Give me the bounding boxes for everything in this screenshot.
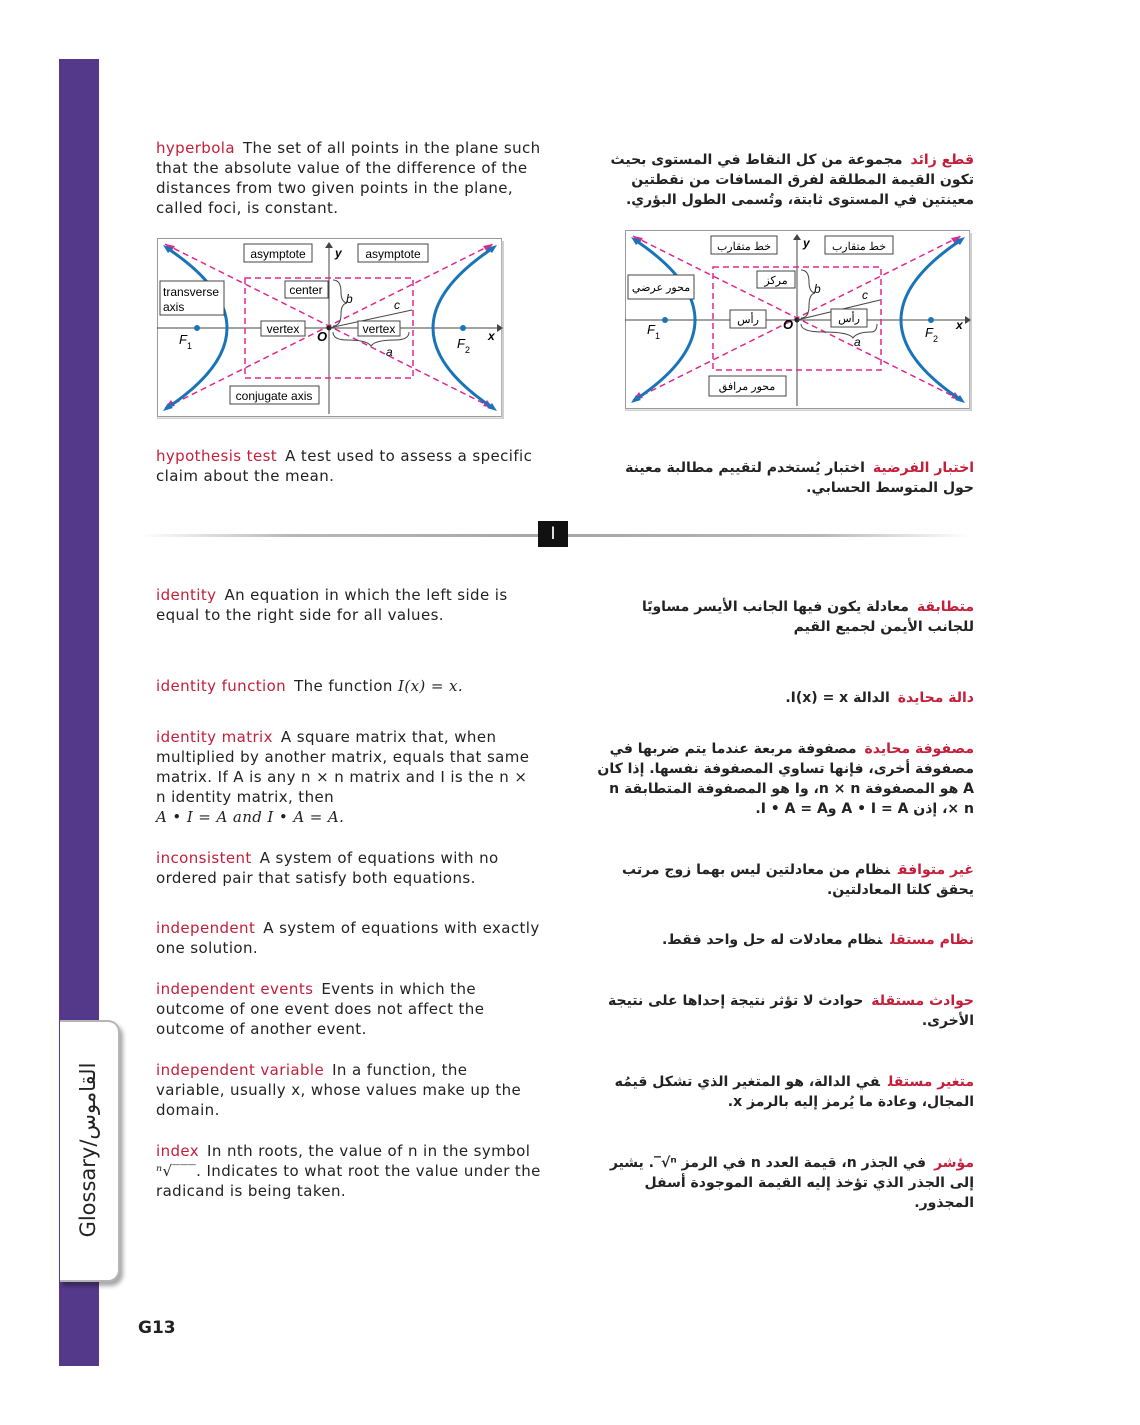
- label-vertex-left-ar: رأس: [737, 314, 759, 326]
- definition: The set of all points in the plane such that the absolute value of the difference of the distances from two given points in the plane, called foci, is constant.: [156, 139, 541, 217]
- definition-math: A • I = A and I • A = A.: [156, 808, 345, 826]
- definition-ar: معادلة يكون فيها الجانب الأيسر مساويًا للجانب الأيمن لجميع القيم: [641, 599, 974, 635]
- section-letter: I: [538, 521, 568, 547]
- term-label-ar: مصفوفة محايدة: [864, 741, 974, 757]
- label-asymptote-left-ar: خط متقارب: [716, 241, 772, 253]
- label-asymptote-right-ar: خط متقارب: [831, 241, 887, 253]
- entry-hyperbola: [156, 138, 541, 218]
- label-f2-sub: 2: [465, 345, 471, 355]
- entry-ar-identity: [594, 597, 974, 637]
- entry-ar-identity-function: [594, 688, 974, 708]
- term-label: independent variable: [156, 1061, 325, 1079]
- label-a-ar: a: [854, 335, 861, 349]
- definition-ar: مجموعة من كل النقاط في المستوى بحيث تكون القيمة المطلقة لفرق المسافات من نقطتين معينتين في المستوى ثابتة، وتُسمى الطول البؤري.: [610, 152, 974, 208]
- entry-ar-independent-variable: [594, 1072, 974, 1112]
- label-vertex-right-ar: رأس: [838, 313, 860, 325]
- term-label: hypothesis test: [156, 447, 278, 465]
- definition: An equation in which the left side is equal to the right side for all values.: [156, 586, 508, 624]
- entry-ar-inconsistent: [594, 860, 974, 900]
- label-f1: F: [179, 332, 187, 347]
- entry-inconsistent: [156, 848, 541, 888]
- label-f2-ar: F: [925, 325, 933, 340]
- term-label: index: [156, 1142, 200, 1160]
- label-a: a: [386, 345, 393, 359]
- label-c: c: [394, 298, 400, 312]
- label-y-axis-ar: y: [803, 236, 810, 250]
- label-c-ar: c: [862, 288, 868, 302]
- entry-ar-independent: [594, 930, 974, 950]
- entry-identity-matrix: [156, 727, 541, 827]
- label-f1-sub-ar: 1: [655, 331, 661, 341]
- label-f2: F: [457, 336, 465, 351]
- definition: The function: [294, 677, 393, 695]
- entry-ar-identity-matrix: [594, 739, 974, 819]
- term-label-ar: قطع زائد: [910, 152, 974, 168]
- entry-independent-events: [156, 979, 541, 1039]
- label-origin-ar: O: [783, 317, 794, 332]
- label-f2-sub-ar: 2: [933, 334, 939, 344]
- term-label-ar: غير متوافق: [897, 862, 974, 878]
- entry-independent: [156, 918, 541, 958]
- label-vertex-left: vertex: [266, 322, 300, 336]
- definition: A square matrix that, when multiplied by another matrix, equals that same matrix. If A is any n × n matrix and I is the n × n identity matrix, then: [156, 728, 530, 806]
- glossary-tab-label: Glossary/القاموس: [76, 1062, 100, 1238]
- definition: A system of equations with no ordered pair that satisfy both equations.: [156, 849, 499, 887]
- term-label: independent events: [156, 980, 314, 998]
- entry-ar-index: [594, 1153, 974, 1213]
- term-label: identity: [156, 586, 217, 604]
- term-label-ar: متغير مستقل: [887, 1074, 974, 1090]
- definition-ar: اختبار يُستخدم لتقييم مطالبة معينة حول المتوسط الحسابي.: [625, 460, 974, 496]
- definition-ar: في الدالة، هو المتغير الذي تشكل قيمُه المجال، وعادة ما يُرمز إليه بالرمز x.: [614, 1074, 974, 1110]
- definition-ar: الدالة I(x) = x.: [785, 690, 890, 706]
- label-f1-ar: F: [647, 322, 655, 337]
- definition: Events in which the outcome of one event does not affect the outcome of another event.: [156, 980, 485, 1038]
- label-x-axis-ar: x: [956, 318, 963, 332]
- term-label-ar: دالة محايدة: [897, 690, 974, 706]
- entry-ar-independent-events: [594, 991, 974, 1031]
- term-label: independent: [156, 919, 256, 937]
- definition: In a function, the variable, usually x, whose values make up the domain.: [156, 1061, 522, 1119]
- label-b-ar: b: [814, 282, 821, 296]
- definition-ar: مصفوفة مربعة عندما يتم ضربها في مصفوفة أخرى، فإنها تساوي المصفوفة نفسها. إذا كان A هو المصفوفة n × n، وI هو المصفوفة المتطابقة n × n، إذن A • I = A وI • A = A.: [597, 741, 974, 817]
- hyperbola-graph-en: [157, 238, 504, 419]
- entry-ar-hyperbola: [594, 150, 974, 210]
- term-label-ar: نظام مستقل: [890, 932, 974, 948]
- definition-ar: نظام معادلات له حل واحد فقط.: [661, 932, 883, 948]
- label-origin: O: [317, 329, 328, 344]
- term-label-ar: متطابقة: [916, 599, 974, 615]
- page-number: G13: [138, 1318, 176, 1338]
- label-b: b: [346, 292, 353, 306]
- definition-ar: في الجذر n، قيمة العدد n في الرمز ⁿ√‾. يشير إلى الجذر الذي تؤخذ إليه القيمة الموجودة أسفل المجذور.: [609, 1155, 974, 1211]
- term-label-ar: اختبار الفرضية: [872, 460, 974, 476]
- entry-independent-variable: [156, 1060, 541, 1120]
- label-transverse: transverse: [163, 285, 220, 299]
- term-label: identity matrix: [156, 728, 273, 746]
- entry-index: [156, 1141, 541, 1201]
- entry-identity-function: [156, 676, 541, 696]
- label-asymptote-left: asymptote: [250, 247, 306, 261]
- entry-hypothesis-test: [156, 446, 541, 486]
- hyperbola-graph-ar: [625, 230, 972, 411]
- label-conjugate-axis: conjugate axis: [235, 389, 313, 403]
- label-f1-sub: 1: [187, 341, 193, 351]
- label-axis: axis: [163, 300, 185, 314]
- label-conjugate-axis-ar: محور مرافق: [718, 381, 776, 393]
- term-label-ar: مؤشر: [934, 1155, 974, 1171]
- definition-ar: حوادث لا تؤثر نتيجة إحداها على نتيجة الأخرى.: [607, 993, 974, 1029]
- label-asymptote-right: asymptote: [365, 247, 421, 261]
- label-transverse-ar: محور عرضي: [631, 282, 691, 294]
- term-label: inconsistent: [156, 849, 252, 867]
- definition-math: I(x) = x.: [398, 677, 464, 695]
- definition: A test used to assess a specific claim about the mean.: [156, 447, 533, 485]
- definition: In nth roots, the value of n in the symbol: [207, 1142, 531, 1160]
- definition: A system of equations with exactly one solution.: [156, 919, 540, 957]
- definition-end: . Indicates to what root the value under the radicand is being taken.: [156, 1162, 541, 1200]
- term-label: hyperbola: [156, 139, 235, 157]
- label-x-axis: x: [488, 329, 495, 343]
- label-center: center: [289, 283, 323, 297]
- term-label: identity function: [156, 677, 287, 695]
- entry-identity: [156, 585, 541, 625]
- label-center-ar: مركز: [764, 275, 788, 287]
- definition-ar: نظام من معادلتين ليس بهما زوج مرتب يحقق كلتا المعادلتين.: [622, 862, 974, 898]
- radical-symbol: ⁿ√‾‾‾: [156, 1162, 197, 1180]
- entry-ar-hypothesis-test: [594, 458, 974, 498]
- term-label-ar: حوادث مستقلة: [871, 993, 974, 1009]
- label-y-axis: y: [335, 246, 342, 260]
- label-vertex-right: vertex: [362, 322, 396, 336]
